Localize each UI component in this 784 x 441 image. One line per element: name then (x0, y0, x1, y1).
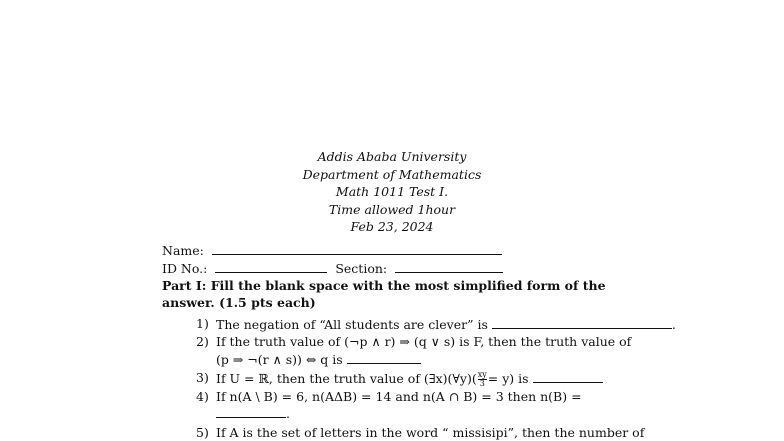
answer-blank[interactable] (492, 316, 672, 329)
question-4-line2 (216, 405, 290, 421)
question-2-line2 (216, 351, 421, 367)
department-name: Department of Mathematics (302, 166, 482, 182)
answer-blank[interactable] (533, 370, 603, 383)
question-number: 1) (196, 316, 209, 331)
question-2-line1: If the truth value of (¬p ∧ r) ⇒ (q ∨ s) is F, then the truth value of (216, 334, 632, 349)
fraction (478, 371, 487, 388)
fraction-numerator: xy (477, 370, 487, 379)
part1-title-line1: Part I: Fill the blank space with the most simplified form of the (162, 278, 606, 293)
question-3 (216, 370, 603, 388)
question-5-line1: If A is the set of letters in the word “ missisipi”, then the number of (216, 425, 645, 440)
name-blank[interactable] (212, 242, 502, 255)
answer-blank[interactable] (347, 351, 421, 364)
exam-header (0, 148, 784, 236)
section-blank[interactable] (395, 260, 503, 273)
period: . (286, 406, 290, 421)
time-allowed: Time allowed 1hour (328, 201, 456, 217)
id-section-row (162, 260, 503, 276)
name-row (162, 242, 502, 258)
part1-title-line2: answer. (1.5 pts each) (162, 295, 316, 310)
question-3-text-a: If U = ℝ, then the truth value of (∃x)(∀y)( (216, 371, 477, 386)
question-number: 5) (196, 425, 209, 440)
question-1-text: The negation of “All students are clever” is (216, 317, 488, 332)
question-4-line1: If n(A \ B) = 6, n(AΔB) = 14 and n(A ∩ B) = 3 then n(B) = (216, 389, 582, 404)
exam-date: Feb 23, 2024 (350, 219, 434, 234)
section-label: Section: (335, 261, 388, 276)
period: . (671, 317, 676, 332)
name-label: Name: (162, 243, 204, 258)
fraction-denominator: 3 (479, 379, 485, 388)
question-3-text-b: = y) is (487, 371, 529, 386)
id-blank[interactable] (215, 260, 327, 273)
university-name: Addis Ababa University (317, 149, 467, 164)
question-1 (216, 316, 676, 332)
question-number: 2) (196, 334, 209, 349)
question-number: 3) (196, 370, 209, 385)
id-label: ID No.: (162, 261, 208, 276)
question-number: 4) (196, 389, 209, 404)
course-title: Math 1011 Test I. (335, 184, 449, 199)
answer-blank[interactable] (216, 405, 286, 418)
question-2-text: (p ⇒ ¬(r ∧ s)) ⇔ q is (216, 352, 343, 367)
